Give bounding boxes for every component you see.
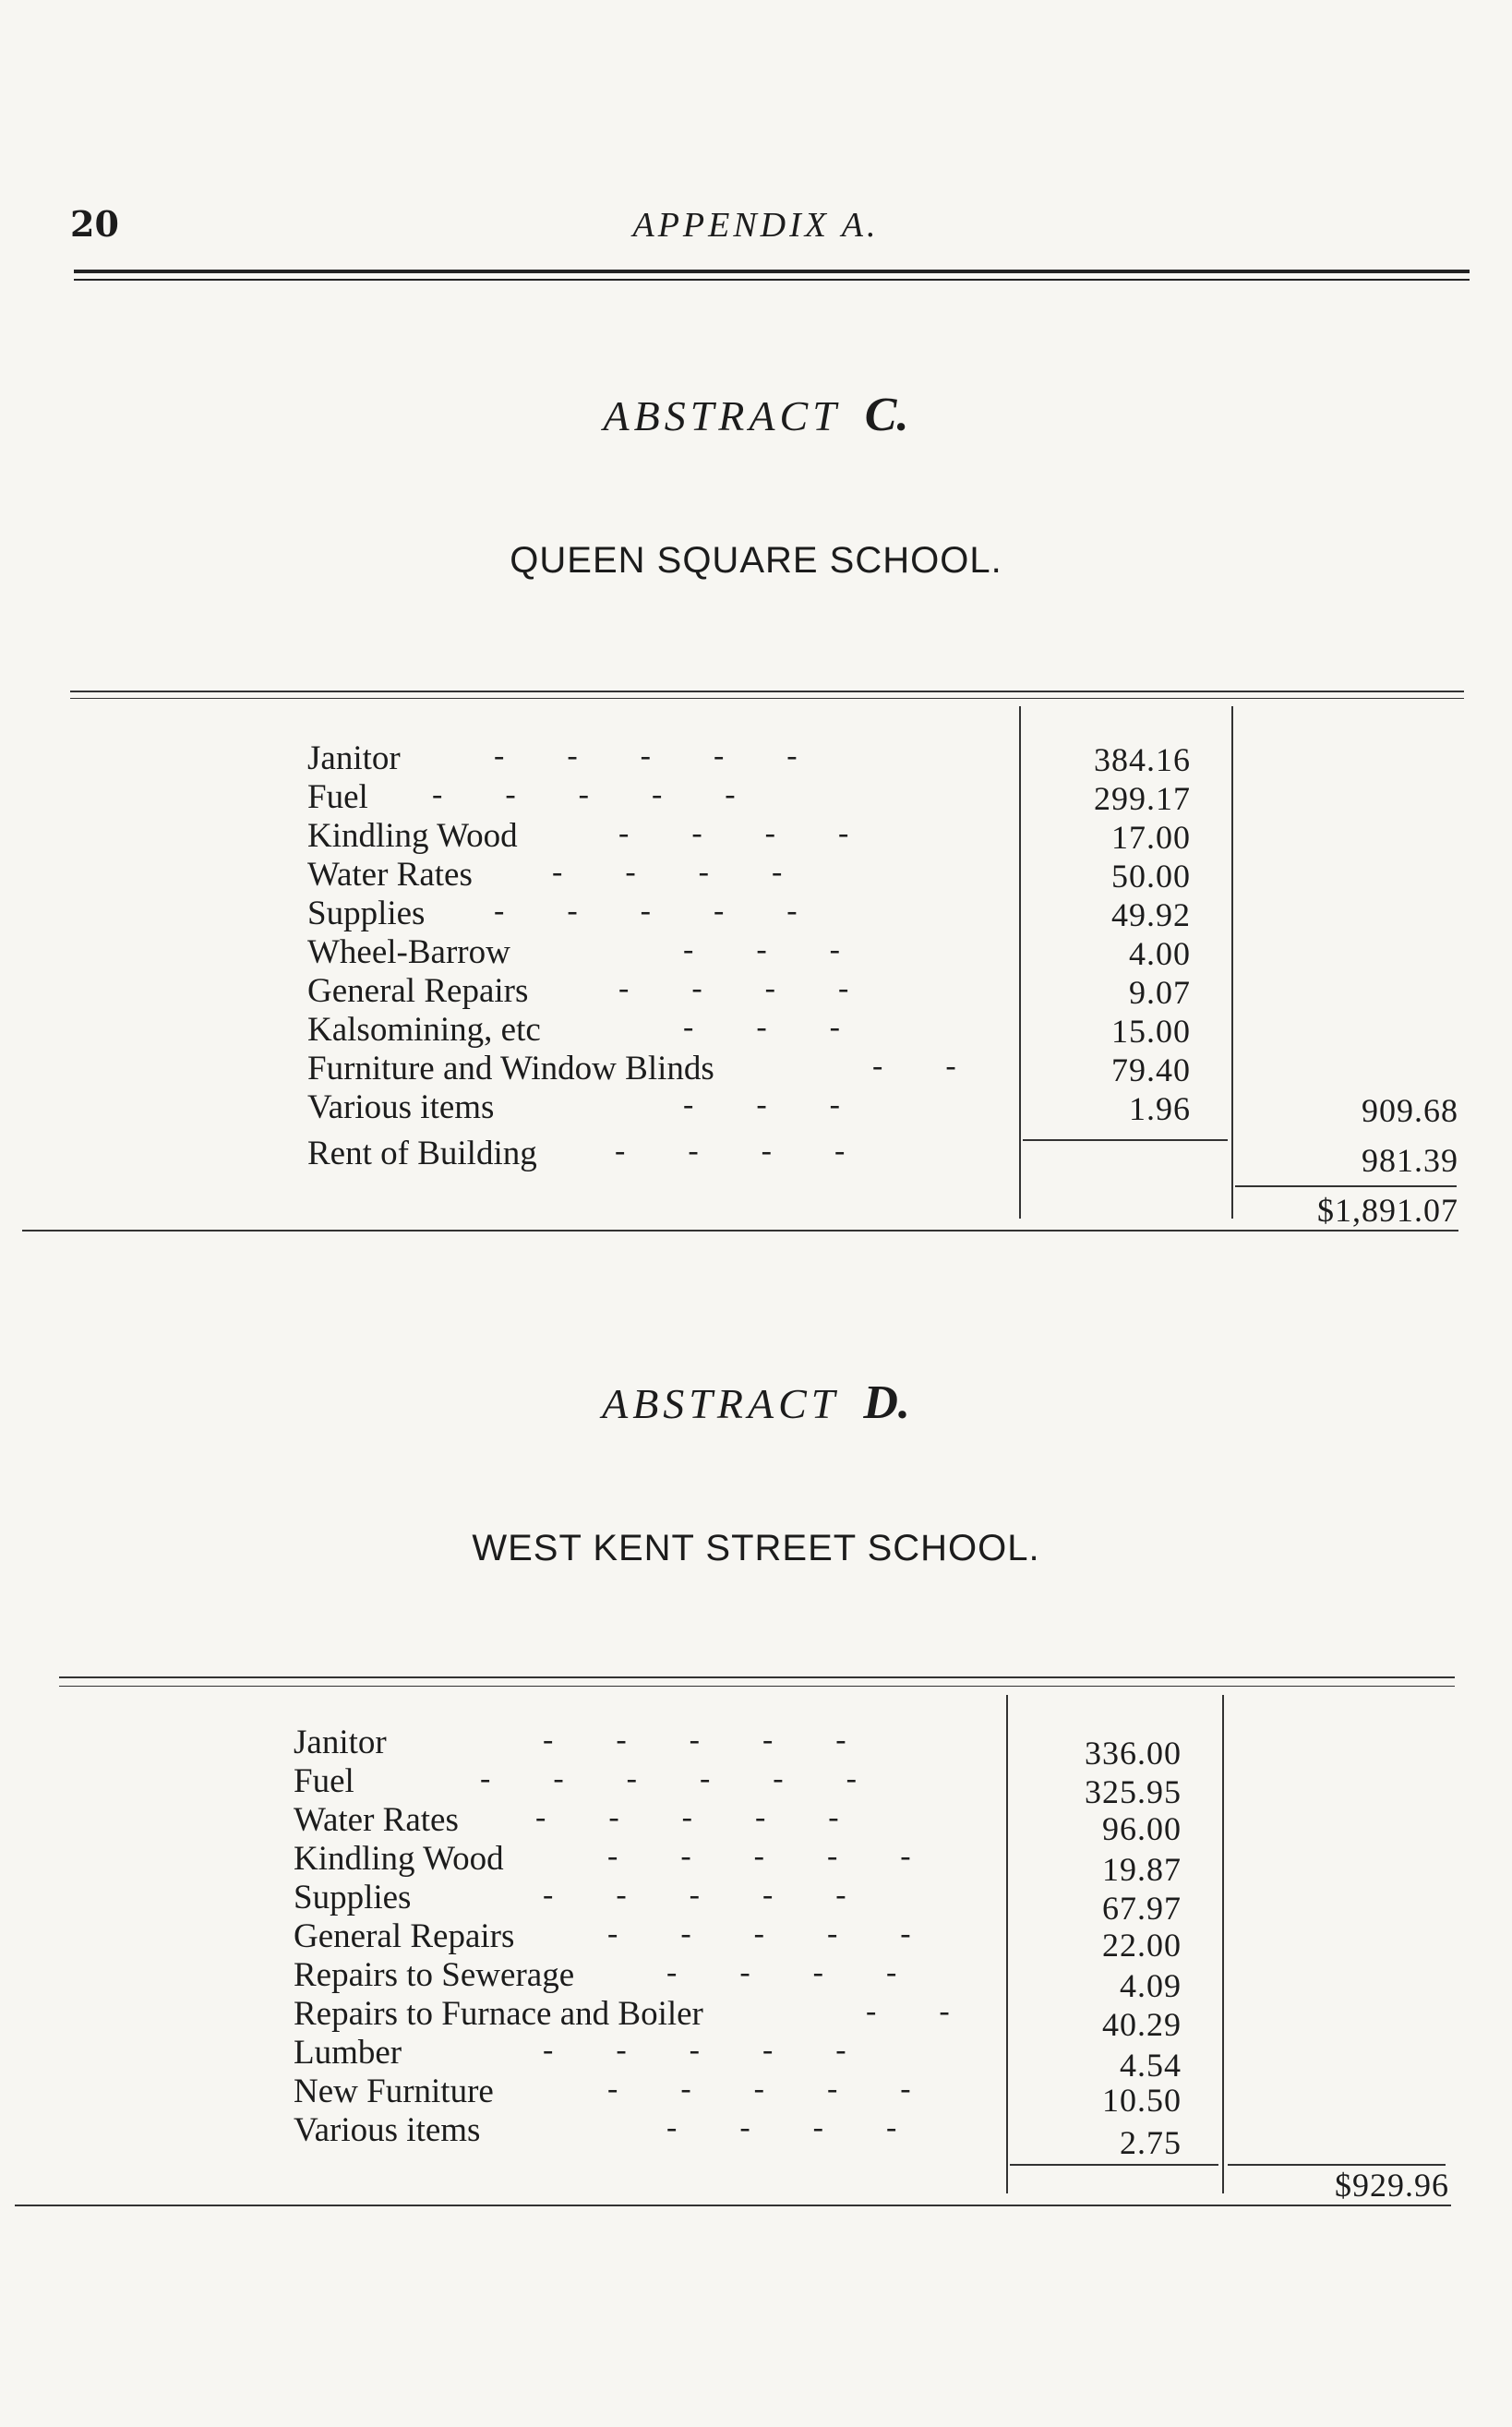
subtotal-rule bbox=[1023, 1139, 1228, 1141]
item-amount: 384.16 bbox=[1094, 741, 1191, 778]
running-title: APPENDIX A. bbox=[632, 206, 880, 245]
total-rule bbox=[1235, 1185, 1457, 1187]
table-c-col-divider-2 bbox=[1231, 706, 1233, 1219]
item-amount: 2.75 bbox=[1120, 2124, 1182, 2161]
abstract-c-letter: C. bbox=[864, 389, 909, 441]
table-c-bottom-rule bbox=[22, 1230, 1458, 1232]
item-amount: 50.00 bbox=[1111, 858, 1191, 895]
item-amount: 1.96 bbox=[1129, 1090, 1191, 1127]
header-rule bbox=[74, 270, 1470, 273]
list-item: Kindling Wood bbox=[307, 817, 518, 855]
rent-amount: 981.39 bbox=[1362, 1142, 1458, 1179]
list-item: Various items bbox=[294, 2111, 481, 2149]
abstract-c-school: QUEEN SQUARE SCHOOL. bbox=[510, 540, 1002, 581]
list-item: Various items bbox=[307, 1088, 495, 1126]
item-amount: 40.29 bbox=[1102, 2006, 1182, 2043]
item-amount: 49.92 bbox=[1111, 896, 1191, 933]
table-c-top-rule-2 bbox=[70, 698, 1464, 699]
list-item: Furniture and Window Blinds bbox=[307, 1050, 714, 1087]
list-item: Repairs to Furnace and Boiler bbox=[294, 1995, 703, 2033]
abstract-c-heading: ABSTRACT bbox=[603, 392, 841, 439]
list-item: New Furniture bbox=[294, 2073, 494, 2110]
item-amount: 15.00 bbox=[1111, 1013, 1191, 1050]
list-item: Wheel-Barrow bbox=[307, 933, 510, 971]
item-amount: 336.00 bbox=[1085, 1735, 1182, 1772]
abstract-d-school: WEST KENT STREET SCHOOL. bbox=[472, 1528, 1040, 1568]
list-item: Kalsomining, etc bbox=[307, 1011, 541, 1049]
item-amount: 4.54 bbox=[1120, 2047, 1182, 2084]
abstract-d-letter: D. bbox=[863, 1376, 910, 1429]
list-item: Fuel bbox=[294, 1762, 354, 1800]
grand-total: $929.96 bbox=[1335, 2167, 1449, 2204]
item-amount: 19.87 bbox=[1102, 1851, 1182, 1888]
list-item: Supplies bbox=[307, 895, 426, 932]
item-amount: 17.00 bbox=[1111, 819, 1191, 856]
item-amount: 96.00 bbox=[1102, 1810, 1182, 1847]
list-item: Janitor bbox=[294, 1724, 387, 1761]
list-item: Repairs to Sewerage bbox=[294, 1956, 575, 1994]
list-item: Water Rates bbox=[307, 856, 473, 894]
item-amount: 4.00 bbox=[1129, 935, 1191, 972]
subtotal-rule bbox=[1010, 2164, 1218, 2166]
subtotal-amount: 909.68 bbox=[1362, 1092, 1458, 1129]
item-amount: 10.50 bbox=[1102, 2082, 1182, 2119]
item-amount: 67.97 bbox=[1102, 1890, 1182, 1927]
table-c-top-rule bbox=[70, 691, 1464, 692]
abstract-d-heading: ABSTRACT bbox=[602, 1380, 840, 1427]
list-item-rent: Rent of Building bbox=[307, 1135, 537, 1172]
list-item: Lumber bbox=[294, 2034, 402, 2072]
abstract-c-title bbox=[0, 388, 1512, 442]
list-item: Kindling Wood bbox=[294, 1840, 504, 1878]
list-item: Supplies bbox=[294, 1879, 412, 1916]
table-d-bottom-rule bbox=[15, 2205, 1451, 2206]
table-d-top-rule bbox=[59, 1676, 1455, 1678]
list-item: General Repairs bbox=[307, 972, 529, 1010]
item-amount: 325.95 bbox=[1085, 1773, 1182, 1810]
abstract-d-title bbox=[0, 1376, 1512, 1430]
item-amount: 9.07 bbox=[1129, 974, 1191, 1011]
header-rule-thin bbox=[74, 279, 1470, 281]
item-amount: 22.00 bbox=[1102, 1927, 1182, 1964]
item-amount: 4.09 bbox=[1120, 1967, 1182, 2004]
item-amount: 299.17 bbox=[1094, 780, 1191, 817]
page-number: 20 bbox=[70, 203, 119, 245]
table-d-col-divider-2 bbox=[1222, 1695, 1224, 2193]
list-item: Fuel bbox=[307, 778, 368, 816]
table-d-top-rule-2 bbox=[59, 1686, 1455, 1687]
list-item: General Repairs bbox=[294, 1917, 515, 1955]
item-amount: 79.40 bbox=[1111, 1051, 1191, 1088]
grand-total: $1,891.07 bbox=[1317, 1192, 1458, 1229]
list-item: Janitor bbox=[307, 739, 401, 777]
list-item: Water Rates bbox=[294, 1801, 459, 1839]
